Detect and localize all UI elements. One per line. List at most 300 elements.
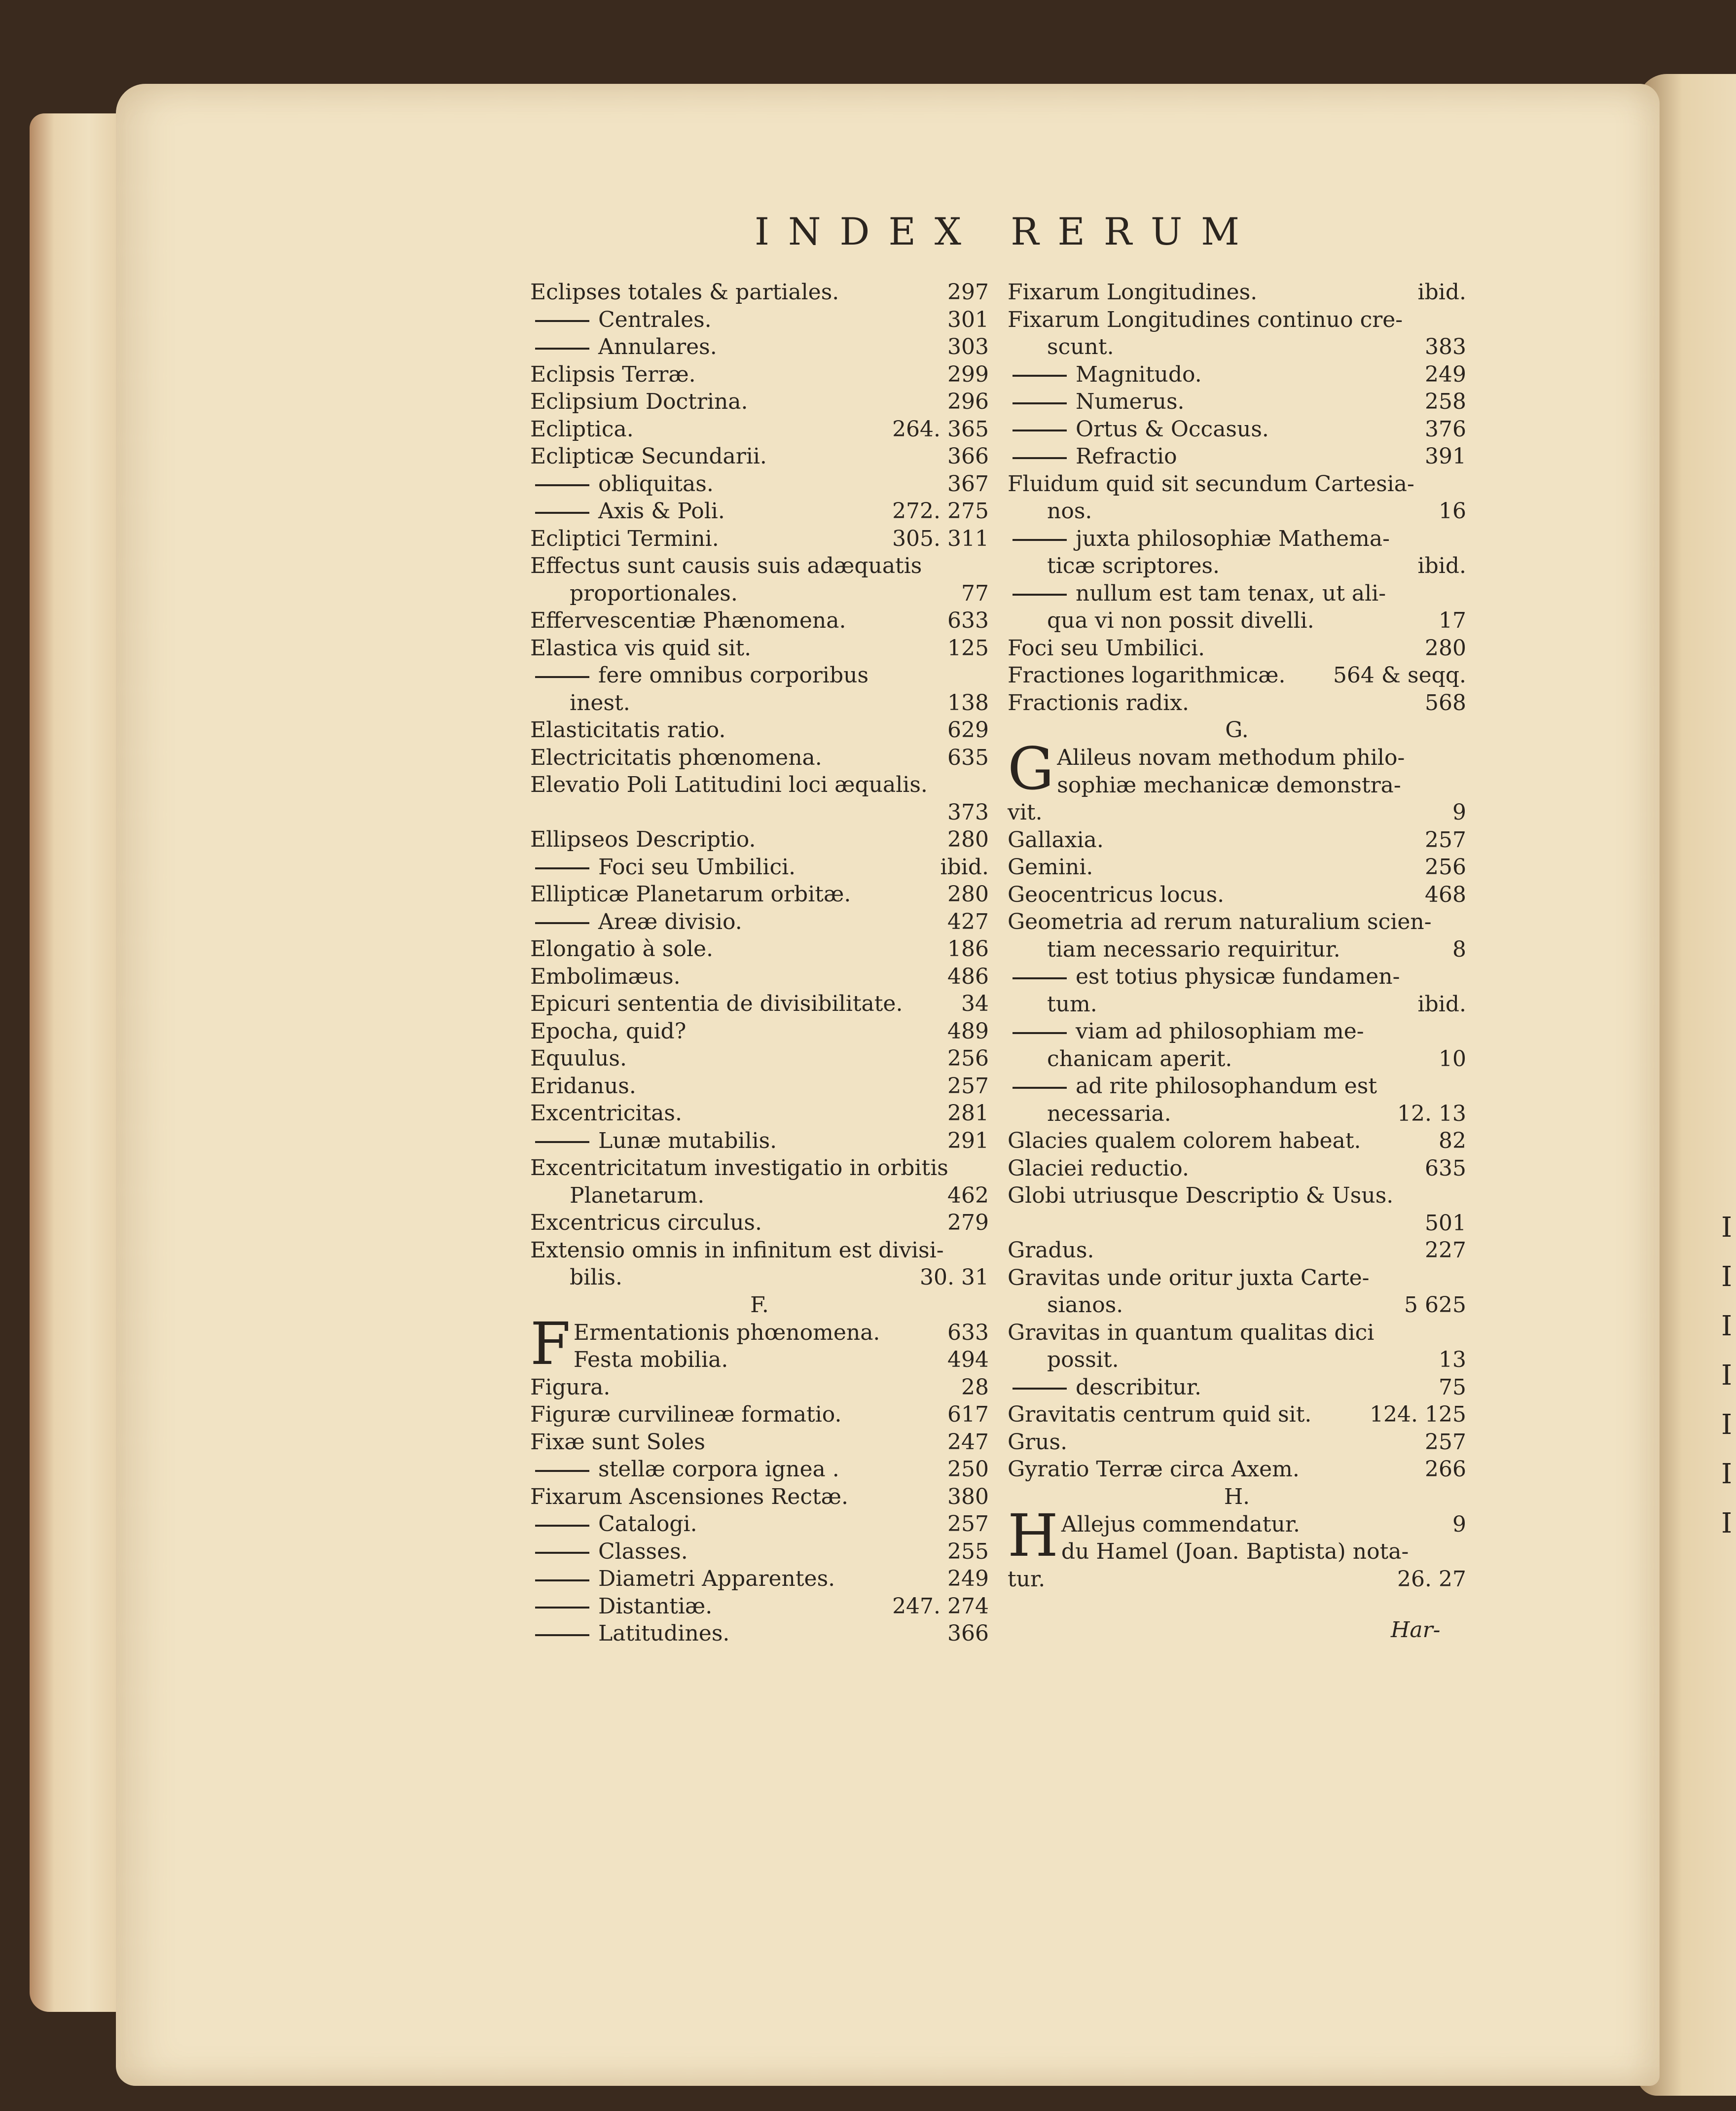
entry-page: 257 [1425, 1429, 1466, 1455]
entry-text: Lunæ mutabilis. [598, 1128, 777, 1153]
entry-text: Glacies qualem colorem habeat. [1008, 1128, 1361, 1153]
entry-page: 366 [947, 444, 989, 469]
index-entry [1008, 662, 1466, 689]
entry-page: 264. 365 [892, 416, 989, 442]
entry-text: fere omnibus corporibus [598, 663, 869, 688]
index-entry [530, 1209, 989, 1237]
entry-page: 13 [1439, 1347, 1466, 1372]
index-entry [1008, 635, 1466, 662]
entry-text: Fluidum quid sit secundum Cartesia- [1008, 471, 1414, 497]
section-letter: G. [1225, 717, 1249, 743]
index-entry [1008, 552, 1466, 580]
index-entry [530, 1045, 989, 1073]
ditto-dash [535, 1607, 589, 1609]
entry-text: Fixarum Ascensiones Rectæ. [530, 1484, 849, 1509]
index-entry [1008, 443, 1466, 470]
index-entry [1061, 1511, 1466, 1539]
entry-text: Globi utriusque Descriptio & Usus. [1008, 1183, 1394, 1208]
index-entry [1008, 306, 1466, 334]
ditto-dash [1013, 1087, 1067, 1089]
index-entry [530, 388, 989, 416]
entry-page: 256 [947, 1046, 989, 1071]
ditto-dash [535, 348, 589, 350]
index-entry [530, 552, 989, 580]
section-letter: H. [1224, 1484, 1250, 1509]
page-header: INDEX RERUM [755, 210, 1258, 253]
entry-page: 280 [947, 882, 989, 907]
section-letter: F. [750, 1292, 769, 1318]
index-entry [530, 1127, 989, 1155]
entry-page: 17 [1439, 608, 1466, 633]
drop-cap: G [1008, 735, 1054, 803]
entry-page: 257 [1425, 827, 1466, 853]
entry-page: 5 625 [1404, 1292, 1466, 1318]
index-entry [1008, 908, 1466, 936]
entry-text: Refractio [1076, 444, 1177, 469]
index-entry [530, 1510, 989, 1538]
index-entry [530, 443, 989, 470]
entry-page: 124. 125 [1370, 1402, 1466, 1427]
entry-text: Epocha, quid? [530, 1018, 687, 1044]
index-entry [530, 470, 989, 498]
index-entry [1008, 388, 1466, 416]
index-entry [530, 1429, 989, 1456]
facing-letter: I [1721, 1261, 1733, 1293]
entry-page: 82 [1439, 1128, 1466, 1153]
entry-text: bilis. [570, 1265, 622, 1290]
index-entry [530, 908, 989, 936]
entry-page: 303 [947, 334, 989, 359]
index-entry [530, 1182, 989, 1210]
index-entry [1008, 607, 1466, 635]
entry-text: Foci seu Umbilici. [598, 854, 796, 880]
entry-text: Elevatio Poli Latitudini loci æqualis. [530, 772, 928, 797]
entry-text: Areæ divisio. [598, 909, 742, 934]
entry-page: 255 [947, 1539, 989, 1564]
drop-cap-block [530, 1309, 989, 1378]
index-entry [1008, 1346, 1466, 1374]
entry-text: Fractiones logarithmicæ. [1008, 663, 1286, 688]
entry-text: Centrales. [598, 307, 712, 332]
entry-page: 247 [947, 1429, 989, 1455]
entry-text: Gravitatis centrum quid sit. [1008, 1402, 1312, 1427]
ditto-dash [535, 922, 589, 924]
ditto-dash [1013, 402, 1067, 404]
ditto-dash [535, 1141, 589, 1143]
index-entry [530, 1620, 989, 1647]
index-entry [1008, 1456, 1466, 1483]
entry-text: Ecliptici Termini. [530, 526, 719, 551]
index-entry [530, 1565, 989, 1593]
entry-page: 266 [1425, 1457, 1466, 1482]
entry-page: 373 [947, 799, 989, 825]
entry-text: Elasticitatis ratio. [530, 717, 726, 743]
entry-page: 564 & seqq. [1333, 663, 1466, 688]
entry-page: 280 [947, 827, 989, 852]
entry-text: Gyratio Terræ circa Axem. [1008, 1457, 1300, 1482]
entry-text: Magnitudo. [1076, 361, 1202, 387]
index-entry [530, 1100, 989, 1127]
entry-text: Latitudines. [598, 1621, 730, 1646]
index-entry [530, 1593, 989, 1620]
entry-text: Planetarum. [570, 1182, 705, 1208]
ditto-dash [1013, 594, 1067, 596]
drop-cap: H [1008, 1501, 1058, 1570]
index-entry [1008, 1182, 1466, 1210]
entry-text: Gemini. [1008, 855, 1093, 880]
ditto-dash [1013, 977, 1067, 979]
index-entry [530, 771, 989, 799]
ditto-dash [535, 320, 589, 322]
entry-text: Alileus novam methodum philo- [1057, 745, 1405, 770]
entry-page: 297 [947, 280, 989, 305]
entry-text: Distantiæ. [598, 1593, 713, 1619]
ditto-dash [1013, 375, 1067, 377]
entry-page: 486 [947, 964, 989, 989]
entry-page: 75 [1439, 1374, 1466, 1400]
index-entry [1008, 525, 1466, 553]
entry-text: tur. [1008, 1566, 1046, 1592]
entry-page: 9 [1452, 800, 1466, 825]
facing-letter: I [1721, 1360, 1733, 1392]
index-entry [530, 361, 989, 389]
entry-text: Eridanus. [530, 1073, 636, 1099]
entry-page: 296 [947, 389, 989, 414]
ditto-dash [1013, 457, 1067, 459]
index-entry [1008, 279, 1466, 306]
entry-page: 299 [947, 361, 989, 387]
entry-text: Catalogi. [598, 1511, 697, 1537]
entry-text: sophiæ mechanicæ demonstra- [1057, 772, 1401, 798]
entry-text: Classes. [598, 1539, 688, 1564]
entry-text: Gradus. [1008, 1238, 1094, 1263]
index-entry [530, 1073, 989, 1100]
entry-page: 247. 274 [892, 1593, 989, 1619]
index-entry [530, 716, 989, 744]
entry-text: Gallaxia. [1008, 827, 1104, 853]
entry-page: 257 [947, 1073, 989, 1099]
entry-page: 366 [947, 1621, 989, 1646]
entry-text: Eclipticæ Secundarii. [530, 444, 767, 469]
entry-page: ibid. [940, 854, 989, 880]
index-entry [530, 1456, 989, 1483]
index-entry [1008, 991, 1466, 1018]
entry-page: 489 [947, 1018, 989, 1044]
entry-page: 305. 311 [892, 526, 989, 551]
entry-page: 301 [947, 307, 989, 332]
facing-letter: I [1721, 1458, 1733, 1490]
index-entry [1008, 333, 1466, 361]
ditto-dash [535, 1552, 589, 1554]
index-entry [1061, 1538, 1466, 1566]
facing-page-letters [1721, 1203, 1732, 1548]
entry-text: ad rite philosophandum est [1076, 1073, 1377, 1099]
entry-text: Ermentationis phœnomena. [573, 1320, 880, 1345]
entry-text: necessaria. [1047, 1101, 1171, 1126]
entry-page: 427 [947, 909, 989, 934]
index-entry [530, 333, 989, 361]
entry-page: 186 [947, 936, 989, 962]
index-entry [1008, 1566, 1466, 1593]
entry-text: viam ad philosophiam me- [1076, 1019, 1364, 1044]
index-entry [1008, 1429, 1466, 1456]
entry-text: Numerus. [1076, 389, 1185, 414]
index-entry [530, 990, 989, 1018]
index-entry [1057, 744, 1466, 772]
index-entry [530, 635, 989, 662]
entry-text: Fixæ sunt Soles [530, 1429, 706, 1455]
ditto-dash [535, 1525, 589, 1527]
entry-page: 367 [947, 471, 989, 497]
index-entry [1008, 963, 1466, 991]
entry-page: 12. 13 [1397, 1101, 1466, 1126]
entry-text: sianos. [1047, 1292, 1123, 1318]
entry-text: Eclipses totales & partiales. [530, 280, 839, 305]
index-entry [1008, 881, 1466, 909]
catchword: Har- [1391, 1617, 1441, 1643]
entry-page: 77 [961, 580, 989, 606]
entry-page: 10 [1439, 1046, 1466, 1072]
entry-page: 138 [947, 690, 989, 716]
entry-page: 280 [1425, 635, 1466, 661]
entry-text: Elongatio à sole. [530, 936, 714, 962]
index-entry [1008, 1045, 1466, 1073]
entry-page: 617 [947, 1402, 989, 1427]
entry-text: Elastica vis quid sit. [530, 635, 752, 661]
entry-text: describitur. [1076, 1374, 1201, 1400]
page-block-edges [30, 113, 128, 2012]
index-entry [1008, 1073, 1466, 1100]
entry-text: Axis & Poli. [598, 499, 725, 524]
entry-page: ibid. [1417, 553, 1466, 578]
index-entry [1008, 689, 1466, 717]
entry-text: Foci seu Umbilici. [1008, 635, 1205, 661]
index-entry [1008, 1018, 1466, 1045]
entry-text: Gravitas in quantum qualitas dici [1008, 1320, 1374, 1345]
entry-page: 635 [947, 745, 989, 770]
index-entry [1008, 1291, 1466, 1319]
ditto-dash [1013, 539, 1067, 541]
ditto-dash [1013, 1032, 1067, 1034]
entry-page: 26. 27 [1397, 1566, 1466, 1592]
index-entry [1008, 1155, 1466, 1182]
index-entry [1008, 1210, 1466, 1237]
index-entry [1008, 498, 1466, 525]
entry-text: nos. [1047, 499, 1092, 524]
index-entry [530, 689, 989, 717]
entry-text: Fixarum Longitudines. [1008, 280, 1258, 305]
entry-text: qua vi non possit divelli. [1047, 608, 1314, 633]
ditto-dash [535, 867, 589, 869]
index-entry [530, 826, 989, 854]
entry-text: Figuræ curvilineæ formatio. [530, 1402, 842, 1427]
entry-page: 272. 275 [892, 499, 989, 524]
entry-page: 227 [1425, 1238, 1466, 1263]
entry-page: ibid. [1417, 280, 1466, 305]
entry-page: 279 [947, 1210, 989, 1235]
index-entry [530, 1264, 989, 1291]
entry-page: 256 [1425, 855, 1466, 880]
entry-text: Ortus & Occasus. [1076, 416, 1269, 442]
entry-page: 291 [947, 1128, 989, 1153]
index-entry [1008, 1100, 1466, 1128]
entry-text: stellæ corpora ignea . [598, 1457, 839, 1482]
index-entry [1008, 1264, 1466, 1292]
entry-text: Diametri Apparentes. [598, 1566, 835, 1591]
index-entry [530, 580, 989, 608]
entry-page: 391 [1425, 444, 1466, 469]
entry-text: tum. [1047, 991, 1097, 1017]
entry-text: Glaciei reductio. [1008, 1155, 1189, 1181]
entry-text: Grus. [1008, 1429, 1068, 1455]
index-entry [1008, 1319, 1466, 1347]
index-entry [530, 607, 989, 635]
entry-text: vit. [1008, 800, 1043, 825]
entry-page: 568 [1425, 690, 1466, 716]
drop-cap: F [530, 1309, 571, 1378]
index-entry [574, 1346, 989, 1374]
entry-page: 125 [947, 635, 989, 661]
entry-page: 501 [1425, 1210, 1466, 1236]
index-entry [530, 1374, 989, 1401]
entry-text: possit. [1047, 1347, 1119, 1372]
index-entry [530, 799, 989, 826]
entry-text: Effervescentiæ Phænomena. [530, 608, 846, 633]
drop-cap-block [1008, 1501, 1466, 1593]
ditto-dash [535, 1634, 589, 1636]
ditto-dash [535, 1470, 589, 1472]
index-entry [530, 854, 989, 881]
entry-page: 633 [947, 608, 989, 633]
index-entry [1008, 416, 1466, 443]
index-entry [574, 1319, 989, 1347]
entry-text: tiam necessario requiritur. [1047, 936, 1340, 962]
entry-text: Effectus sunt causis suis adæquatis [530, 553, 922, 578]
entry-text: Excentricus circulus. [530, 1210, 762, 1235]
entry-page: 383 [1425, 334, 1466, 359]
facing-letter: I [1721, 1507, 1733, 1539]
entry-page: 249 [1425, 361, 1466, 387]
index-entry [1008, 936, 1466, 964]
index-entry [530, 1154, 989, 1182]
entry-text: juxta philosophiæ Mathema- [1076, 526, 1390, 551]
entry-page: 462 [947, 1182, 989, 1208]
index-entry [530, 498, 989, 525]
entry-page: 257 [947, 1511, 989, 1537]
entry-page: 633 [947, 1320, 989, 1345]
facing-letter: I [1721, 1409, 1733, 1441]
entry-text: Extensio omnis in infinitum est divisi- [530, 1237, 944, 1263]
ditto-dash [1013, 1388, 1067, 1390]
index-entry [1008, 470, 1466, 498]
index-entry [530, 1237, 989, 1264]
right-column [1008, 279, 1466, 1593]
entry-text: Ecliptica. [530, 416, 634, 442]
entry-text: Equulus. [530, 1046, 627, 1071]
entry-page: 494 [947, 1347, 989, 1372]
left-column [530, 279, 989, 1647]
entry-text: Annulares. [598, 334, 717, 359]
entry-page: 30. 31 [920, 1265, 989, 1290]
entry-text: Figura. [530, 1374, 611, 1400]
entry-text: Electricitatis phœnomena. [530, 745, 822, 770]
entry-page: 8 [1452, 936, 1466, 962]
entry-text: Eclipsis Terræ. [530, 361, 696, 387]
index-entry [530, 416, 989, 443]
entry-page: 281 [947, 1101, 989, 1126]
entry-text: ticæ scriptores. [1047, 553, 1220, 578]
index-entry [1008, 1401, 1466, 1429]
entry-text: inest. [570, 690, 630, 716]
entry-text: Ellipticæ Planetarum orbitæ. [530, 882, 851, 907]
ditto-dash [1013, 429, 1067, 431]
index-entry [1008, 1127, 1466, 1155]
entry-page: 28 [961, 1374, 989, 1400]
index-entry [530, 744, 989, 772]
index-entry [1008, 1374, 1466, 1401]
entry-text: Geometria ad rerum naturalium scien- [1008, 909, 1432, 934]
entry-page: 258 [1425, 389, 1466, 414]
index-entry [1008, 854, 1466, 881]
entry-text: nullum est tam tenax, ut ali- [1076, 580, 1386, 606]
entry-text: chanicam aperit. [1047, 1046, 1232, 1072]
entry-text: Festa mobilia. [573, 1347, 728, 1372]
index-entry [530, 662, 989, 689]
ditto-dash [535, 484, 589, 486]
entry-text: Ellipseos Descriptio. [530, 827, 756, 852]
entry-text: Eclipsium Doctrina. [530, 389, 748, 414]
index-entry [530, 306, 989, 334]
entry-text: Excentricitas. [530, 1101, 682, 1126]
entry-text: Fixarum Longitudines continuo cre- [1008, 307, 1403, 332]
entry-text: Epicuri sententia de divisibilitate. [530, 991, 903, 1016]
entry-page: 249 [947, 1566, 989, 1591]
index-entry [1008, 826, 1466, 854]
index-entry [530, 935, 989, 963]
ditto-dash [535, 1579, 589, 1581]
entry-page: 629 [947, 717, 989, 743]
index-entry [1008, 1237, 1466, 1264]
entry-page: 635 [1425, 1155, 1466, 1181]
entry-page: 376 [1425, 416, 1466, 442]
entry-text: du Hamel (Joan. Baptista) nota- [1061, 1539, 1409, 1564]
index-entry [530, 881, 989, 908]
drop-cap-block [1008, 735, 1466, 826]
index-entry [1008, 361, 1466, 389]
entry-text: Excentricitatum investigatio in orbitis [530, 1155, 948, 1181]
ditto-dash [535, 512, 589, 514]
ditto-dash [535, 676, 589, 678]
entry-page: 34 [961, 991, 989, 1016]
index-entry [530, 1401, 989, 1429]
entry-page: 9 [1452, 1511, 1466, 1537]
index-entry [530, 1483, 989, 1511]
entry-text: obliquitas. [598, 471, 714, 497]
index-entry [1057, 772, 1466, 799]
entry-page: 16 [1439, 499, 1466, 524]
entry-text: Gravitas unde oritur juxta Carte- [1008, 1265, 1370, 1290]
entry-text: est totius physicæ fundamen- [1076, 964, 1400, 989]
index-entry [530, 279, 989, 306]
entry-text: Fractionis radix. [1008, 690, 1189, 716]
index-entry [530, 1018, 989, 1045]
entry-text: Allejus commendatur. [1061, 1511, 1300, 1537]
index-entry [530, 963, 989, 991]
index-entry [1008, 580, 1466, 608]
facing-letter: I [1721, 1212, 1733, 1244]
index-entry [1008, 799, 1466, 826]
index-entry [530, 1538, 989, 1566]
